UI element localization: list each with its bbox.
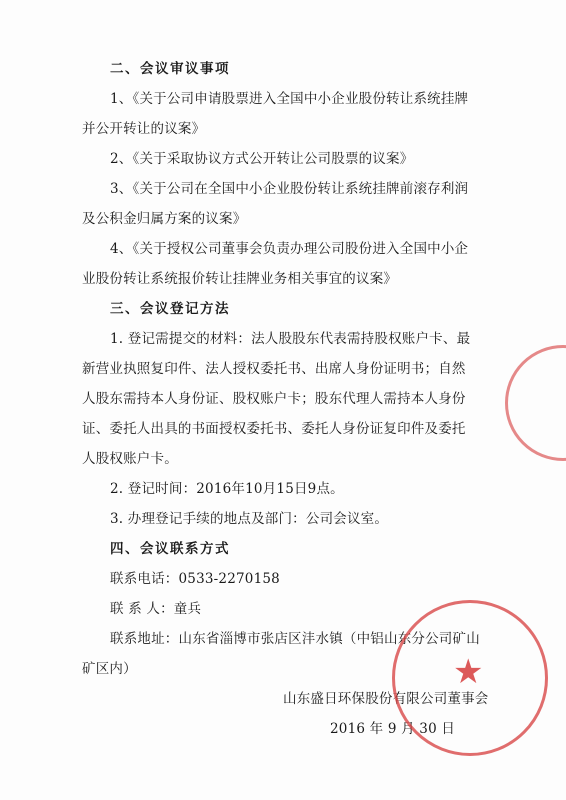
agenda-item-1-line-1: 1、《关于公司申请股票进入全国中小企业股份转让系统挂牌 [110, 91, 469, 107]
contact-address-line-2: 矿区内） [82, 661, 137, 677]
contact-phone: 联系电话：0533-2270158 [110, 571, 280, 587]
registration-item-1-line-3: 人股东需持本人身份证、股权账户卡；股东代理人需持本人身份 [82, 391, 466, 407]
agenda-item-3-line-2: 及公积金归属方案的议案》 [82, 211, 247, 227]
signature-date: 2016 年 9 月 30 日 [330, 721, 456, 737]
contact-person: 联 系 人：童兵 [110, 601, 202, 617]
agenda-item-4-line-1: 4、《关于授权公司董事会负责办理公司股份进入全国中小企 [110, 241, 469, 257]
signature-company: 山东盛日环保股份有限公司董事会 [283, 691, 489, 707]
agenda-item-3-line-1: 3、《关于公司在全国中小企业股份转让系统挂牌前滚存利润 [110, 181, 469, 197]
official-seal [392, 600, 548, 756]
seal-star-icon: ★ [453, 652, 484, 692]
agenda-item-4-line-2: 业股份转让系统报价转让挂牌业务相关事宜的议案》 [82, 271, 398, 287]
agenda-item-2: 2、《关于采取协议方式公开转让公司股票的议案》 [110, 151, 414, 167]
agenda-heading: 二、会议审议事项 [110, 61, 230, 77]
agenda-item-1-line-2: 并公开转让的议案》 [82, 121, 206, 137]
registration-item-1-line-2: 新营业执照复印件、法人授权委托书、出席人身份证明书；自然 [82, 361, 466, 377]
registration-item-1-line-5: 人股权账户卡。 [82, 451, 178, 467]
registration-item-1-line-1: 1. 登记需提交的材料：法人股股东代表需持股权账户卡、最 [110, 331, 471, 347]
contact-address-line-1: 联系地址：山东省淄博市张店区沣水镇（中铝山东分公司矿山 [110, 631, 480, 647]
contact-heading: 四、会议联系方式 [110, 541, 230, 557]
partial-seal [505, 345, 566, 461]
registration-heading: 三、会议登记方法 [110, 301, 230, 317]
registration-item-1-line-4: 证、委托人出具的书面授权委托书、委托人身份证复印件及委托 [82, 421, 466, 437]
registration-item-3: 3. 办理登记手续的地点及部门：公司会议室。 [110, 511, 389, 527]
registration-item-2: 2. 登记时间：2016年10月15日9点。 [110, 481, 344, 497]
